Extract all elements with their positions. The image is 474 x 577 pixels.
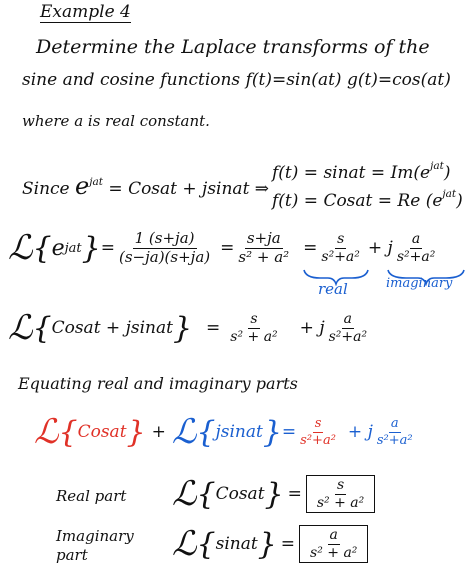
real-laplace-symbol: ℒ	[172, 474, 197, 514]
fraction-4-num: a	[411, 230, 421, 247]
colored-fraction-1-den: s²+a²	[300, 432, 336, 448]
laplace-symbol: ℒ	[8, 228, 33, 268]
g-exp: jat	[442, 188, 457, 200]
real-content: Cosat	[215, 484, 265, 504]
imag-part-equation	[172, 524, 368, 564]
sum-plus-j: + j	[299, 318, 325, 338]
g-identity	[272, 188, 463, 211]
laplace-sum-equation	[8, 308, 371, 348]
plus-j: + j	[367, 238, 393, 258]
colored-plus-j: + j	[347, 422, 373, 442]
real-part-equation	[172, 474, 375, 514]
equating-heading: Equating real and imaginary parts	[18, 374, 298, 393]
equals-2: =	[220, 238, 235, 258]
imag-part-label-1: Imaginary	[56, 527, 134, 545]
real-equals: =	[287, 484, 302, 504]
colored-plus: +	[151, 422, 166, 442]
imag-equals: =	[280, 534, 296, 554]
imag-laplace-symbol: ℒ	[172, 524, 197, 564]
real-part-label: Real part	[56, 487, 127, 505]
fraction-3-den: s²+a²	[321, 248, 360, 265]
since-exp: jat	[89, 176, 104, 189]
laplace-symbol-blue: ℒ	[171, 412, 197, 452]
real-result-box	[306, 475, 375, 513]
open-brace-red: {	[58, 414, 78, 450]
g-line: f(t) = Cosat = Re (e	[272, 190, 443, 211]
laplace-exp-equation	[8, 228, 439, 268]
colored-fraction-1	[298, 417, 338, 447]
fraction-1	[117, 228, 212, 266]
laplace-symbol-2: ℒ	[8, 308, 33, 348]
sum-fraction-2-num: a	[343, 310, 353, 327]
problem-line-3: where a is real constant.	[22, 112, 210, 130]
open-brace-2: {	[32, 310, 52, 346]
real-open-brace: {	[196, 476, 216, 512]
since-expression	[22, 172, 269, 200]
close-brace-red: }	[126, 414, 146, 450]
since-label: Since	[22, 179, 70, 199]
sin-content-blue: jsinat	[215, 422, 263, 442]
f-identity	[272, 160, 451, 183]
fraction-3	[319, 232, 362, 264]
imag-result-box	[299, 525, 368, 563]
fraction-2-num: s+ja	[246, 228, 281, 247]
imag-close-brace: }	[257, 526, 277, 562]
imag-result-num: a	[329, 526, 338, 543]
sum-fraction-1-den: s² + a²	[230, 328, 278, 345]
cos-content-red: Cosat	[77, 422, 127, 442]
problem-line-2: sine and cosine functions f(t)=sin(at) g(t)=cos(at)	[22, 70, 451, 90]
open-brace-blue: {	[196, 414, 216, 450]
colored-fraction-2	[375, 417, 415, 447]
close-brace-blue: }	[262, 414, 282, 450]
sum-content: Cosat + jsinat	[51, 318, 173, 338]
imag-result-fraction	[308, 528, 359, 560]
fraction-4	[395, 232, 438, 264]
real-result-fraction	[315, 478, 366, 510]
real-close-brace: }	[264, 476, 284, 512]
fraction-2	[236, 228, 291, 266]
exp-power: jat	[64, 240, 82, 256]
colored-fraction-2-den: s²+a²	[376, 432, 413, 448]
imaginary-label: imaginary	[386, 276, 453, 291]
exp-base: e	[51, 235, 65, 261]
imag-part-label-2: part	[56, 546, 88, 564]
colored-fraction-2-num: a	[390, 415, 399, 431]
sum-fraction-2	[327, 312, 370, 344]
close-brace: }	[81, 230, 101, 266]
imag-result-den: s² + a²	[310, 544, 358, 561]
real-label: real	[318, 280, 348, 298]
sum-fraction-2-den: s²+a²	[328, 328, 368, 345]
equals-sum: =	[206, 318, 221, 338]
close-brace-2: }	[172, 310, 193, 346]
f-close: )	[443, 162, 451, 183]
real-result-num: s	[336, 476, 345, 493]
real-result-den: s² + a²	[316, 494, 365, 511]
colored-fraction-1-num: s	[314, 415, 322, 431]
f-exp: jat	[430, 160, 444, 172]
g-close: )	[456, 190, 463, 211]
fraction-2-den: s² + a²	[238, 247, 290, 266]
sum-fraction-1-num: s	[250, 310, 258, 327]
since-e: e	[75, 172, 90, 200]
colored-equation	[34, 412, 417, 452]
colored-equals: =	[281, 422, 297, 442]
fraction-3-num: s	[337, 230, 345, 247]
since-rhs: = Cosat + jsinat ⇒	[108, 179, 270, 199]
f-line: f(t) = sinat = Im(e	[272, 162, 431, 183]
fraction-4-den: s²+a²	[396, 248, 436, 265]
problem-line-1: Determine the Laplace transforms of the	[36, 36, 430, 58]
open-brace: {	[32, 230, 52, 266]
equals-3: =	[303, 238, 318, 258]
fraction-1-num: 1 (s+ja)	[134, 228, 195, 247]
fraction-1-den: (s−ja)(s+ja)	[118, 247, 211, 266]
laplace-symbol-red: ℒ	[34, 412, 59, 452]
sum-fraction-1	[228, 312, 279, 344]
imag-content: sinat	[215, 534, 258, 554]
example-title: Example 4	[40, 2, 131, 22]
imag-open-brace: {	[196, 526, 216, 562]
equals-1: =	[100, 238, 115, 258]
